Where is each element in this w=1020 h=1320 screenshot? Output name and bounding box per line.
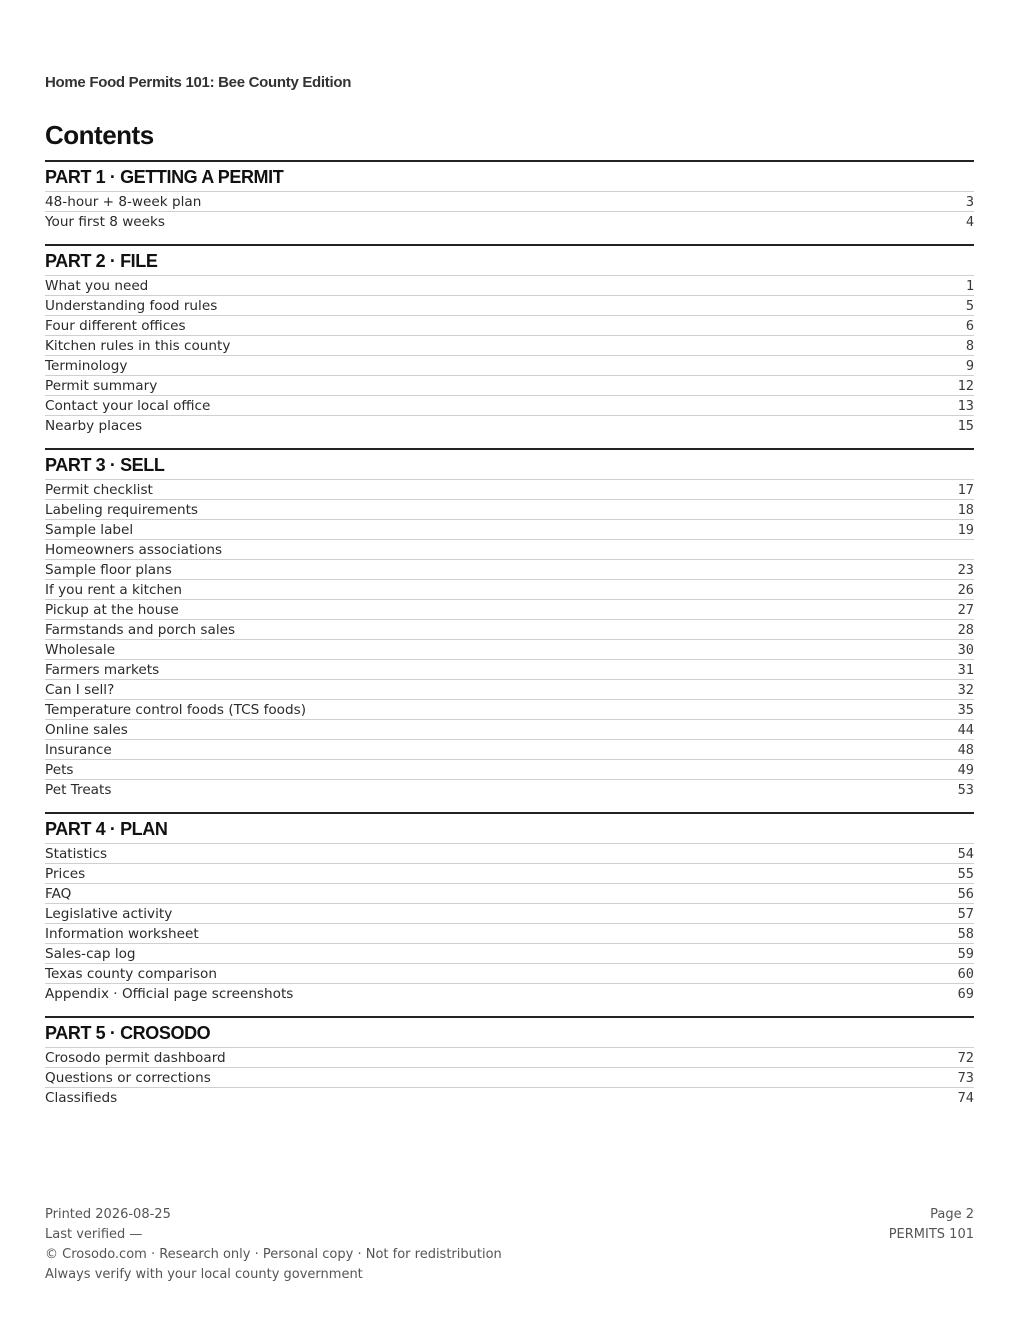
toc-entry-page: 56 xyxy=(957,886,974,902)
contents-heading: Contents xyxy=(45,120,154,150)
toc-entry-page: 30 xyxy=(957,642,974,658)
toc-entry-page: 54 xyxy=(957,846,974,862)
toc-entry-page: 32 xyxy=(957,682,974,698)
toc-entry-page: 44 xyxy=(957,722,974,738)
toc-entry-label: Contact your local office xyxy=(45,398,211,414)
toc-entry[interactable] xyxy=(45,335,974,355)
toc-entry-label: Permit checklist xyxy=(45,482,153,498)
toc-entry-label: Texas county comparison xyxy=(45,966,217,982)
toc-entry[interactable] xyxy=(45,659,974,679)
toc-part xyxy=(45,244,974,435)
toc-entry[interactable] xyxy=(45,943,974,963)
toc-entry-label: Sample floor plans xyxy=(45,562,172,578)
toc-entry[interactable] xyxy=(45,983,974,1003)
toc-entry-page: 72 xyxy=(957,1050,974,1066)
toc-entry[interactable] xyxy=(45,499,974,519)
toc-entry-page: 48 xyxy=(957,742,974,758)
toc-entry-label: Pets xyxy=(45,762,74,778)
toc-entry[interactable] xyxy=(45,639,974,659)
toc-entry[interactable] xyxy=(45,863,974,883)
toc-entry-label: FAQ xyxy=(45,886,72,902)
copyright-notice: © Crosodo.com · Research only · Personal copy · Not for redistribution xyxy=(45,1247,502,1262)
toc-entry-label: Sample label xyxy=(45,522,134,538)
toc-entry-page: 15 xyxy=(957,418,974,434)
toc-entry-label: Questions or corrections xyxy=(45,1070,211,1086)
toc-entry[interactable] xyxy=(45,211,974,231)
toc-part xyxy=(45,812,974,1003)
toc-entry-label: Sales-cap log xyxy=(45,946,136,962)
toc-entry-page: 9 xyxy=(965,358,974,374)
toc-entry-label: Labeling requirements xyxy=(45,502,198,518)
toc-entry-label: Prices xyxy=(45,866,86,882)
toc-entry[interactable] xyxy=(45,579,974,599)
toc-entry-page: 60 xyxy=(957,966,974,982)
toc-entry-page: 5 xyxy=(965,298,974,314)
toc-entry-label: Farmstands and porch sales xyxy=(45,622,236,638)
toc-entry[interactable] xyxy=(45,759,974,779)
part-title: PART 3 · SELL xyxy=(45,448,974,479)
toc-entry-page: 59 xyxy=(957,946,974,962)
document-title: Home Food Permits 101: Bee County Edition xyxy=(45,74,352,91)
toc-entry-page: 35 xyxy=(957,702,974,718)
toc-entry-label: Can I sell? xyxy=(45,682,115,698)
toc-entry[interactable] xyxy=(45,415,974,435)
toc-entry[interactable] xyxy=(45,315,974,335)
part-title: PART 1 · GETTING A PERMIT xyxy=(45,160,974,191)
toc-entry[interactable] xyxy=(45,843,974,863)
toc-part xyxy=(45,160,974,231)
toc-entry-label: Temperature control foods (TCS foods) xyxy=(45,702,307,718)
toc-entry-page: 4 xyxy=(965,214,974,230)
toc-entry[interactable] xyxy=(45,295,974,315)
toc-entry-page: 13 xyxy=(957,398,974,414)
toc-entry[interactable] xyxy=(45,275,974,295)
toc-entry[interactable] xyxy=(45,519,974,539)
toc-entry-page: 19 xyxy=(957,522,974,538)
toc-entry[interactable] xyxy=(45,355,974,375)
toc-entry-label: Information worksheet xyxy=(45,926,199,942)
table-of-contents xyxy=(45,160,974,1120)
page-number: Page 2 xyxy=(930,1207,974,1222)
toc-entry[interactable] xyxy=(45,375,974,395)
toc-entry-page: 17 xyxy=(957,482,974,498)
toc-entry-label: Appendix · Official page screenshots xyxy=(45,986,294,1002)
part-title: PART 4 · PLAN xyxy=(45,812,974,843)
toc-entry-label: 48-hour + 8-week plan xyxy=(45,194,202,210)
toc-part xyxy=(45,1016,974,1107)
toc-entry[interactable] xyxy=(45,1047,974,1067)
toc-entry-label: Insurance xyxy=(45,742,112,758)
series-name: PERMITS 101 xyxy=(888,1227,974,1242)
toc-part xyxy=(45,448,974,799)
toc-entry-page: 58 xyxy=(957,926,974,942)
toc-entry-label: Statistics xyxy=(45,846,108,862)
part-title: PART 2 · FILE xyxy=(45,244,974,275)
toc-entry[interactable] xyxy=(45,479,974,499)
toc-entry-label: Pickup at the house xyxy=(45,602,179,618)
toc-entry[interactable] xyxy=(45,923,974,943)
toc-entry-page: 12 xyxy=(957,378,974,394)
toc-entry-label: Terminology xyxy=(45,358,128,374)
toc-entry-label: Online sales xyxy=(45,722,128,738)
toc-entry-label: If you rent a kitchen xyxy=(45,582,183,598)
toc-entry-page: 49 xyxy=(957,762,974,778)
toc-entry[interactable] xyxy=(45,599,974,619)
toc-entry-label: Understanding food rules xyxy=(45,298,218,314)
toc-entry-label: Pet Treats xyxy=(45,782,112,798)
toc-entry-label: Wholesale xyxy=(45,642,116,658)
verify-disclaimer: Always verify with your local county government xyxy=(45,1267,363,1282)
toc-entry-page: 18 xyxy=(957,502,974,518)
toc-entry[interactable] xyxy=(45,559,974,579)
toc-entry-page: 27 xyxy=(957,602,974,618)
toc-entry-label: Permit summary xyxy=(45,378,158,394)
footer-right xyxy=(889,1205,974,1245)
toc-entry-label: Classifieds xyxy=(45,1090,118,1106)
toc-entry-page: 69 xyxy=(957,986,974,1002)
toc-entry[interactable] xyxy=(45,539,974,559)
toc-entry-label: What you need xyxy=(45,278,149,294)
toc-entry[interactable] xyxy=(45,883,974,903)
toc-entry-page: 28 xyxy=(957,622,974,638)
footer-left xyxy=(45,1205,502,1285)
toc-entry-label: Four different offices xyxy=(45,318,186,334)
toc-entry-label: Your first 8 weeks xyxy=(45,214,165,230)
toc-entry-page: 26 xyxy=(957,582,974,598)
toc-entry-page: 1 xyxy=(965,278,974,294)
toc-entry[interactable] xyxy=(45,191,974,211)
last-verified: Last verified — xyxy=(45,1227,143,1242)
toc-entry-page: 23 xyxy=(957,562,974,578)
toc-entry-label: Crosodo permit dashboard xyxy=(45,1050,226,1066)
toc-entry-label: Homeowners associations xyxy=(45,542,223,558)
toc-entry-label: Nearby places xyxy=(45,418,143,434)
toc-entry-label: Farmers markets xyxy=(45,662,160,678)
toc-entry[interactable] xyxy=(45,903,974,923)
toc-entry-label: Legislative activity xyxy=(45,906,173,922)
part-title: PART 5 · CROSODO xyxy=(45,1016,974,1047)
toc-entry[interactable] xyxy=(45,1067,974,1087)
toc-entry-page: 73 xyxy=(957,1070,974,1086)
toc-entry-page: 6 xyxy=(965,318,974,334)
toc-entry-page: 31 xyxy=(957,662,974,678)
toc-entry-page: 74 xyxy=(957,1090,974,1106)
toc-entry[interactable] xyxy=(45,699,974,719)
toc-entry-page: 3 xyxy=(965,194,974,210)
toc-entry[interactable] xyxy=(45,1087,974,1107)
printed-date: Printed 2026-08-25 xyxy=(45,1207,171,1222)
toc-entry-page: 53 xyxy=(957,782,974,798)
toc-entry-page: 55 xyxy=(957,866,974,882)
toc-entry[interactable] xyxy=(45,679,974,699)
toc-entry[interactable] xyxy=(45,395,974,415)
toc-entry[interactable] xyxy=(45,619,974,639)
toc-entry-page: 8 xyxy=(965,338,974,354)
toc-entry[interactable] xyxy=(45,739,974,759)
toc-entry[interactable] xyxy=(45,779,974,799)
toc-entry-label: Kitchen rules in this county xyxy=(45,338,231,354)
toc-entry[interactable] xyxy=(45,719,974,739)
toc-entry[interactable] xyxy=(45,963,974,983)
toc-entry-page: 57 xyxy=(957,906,974,922)
